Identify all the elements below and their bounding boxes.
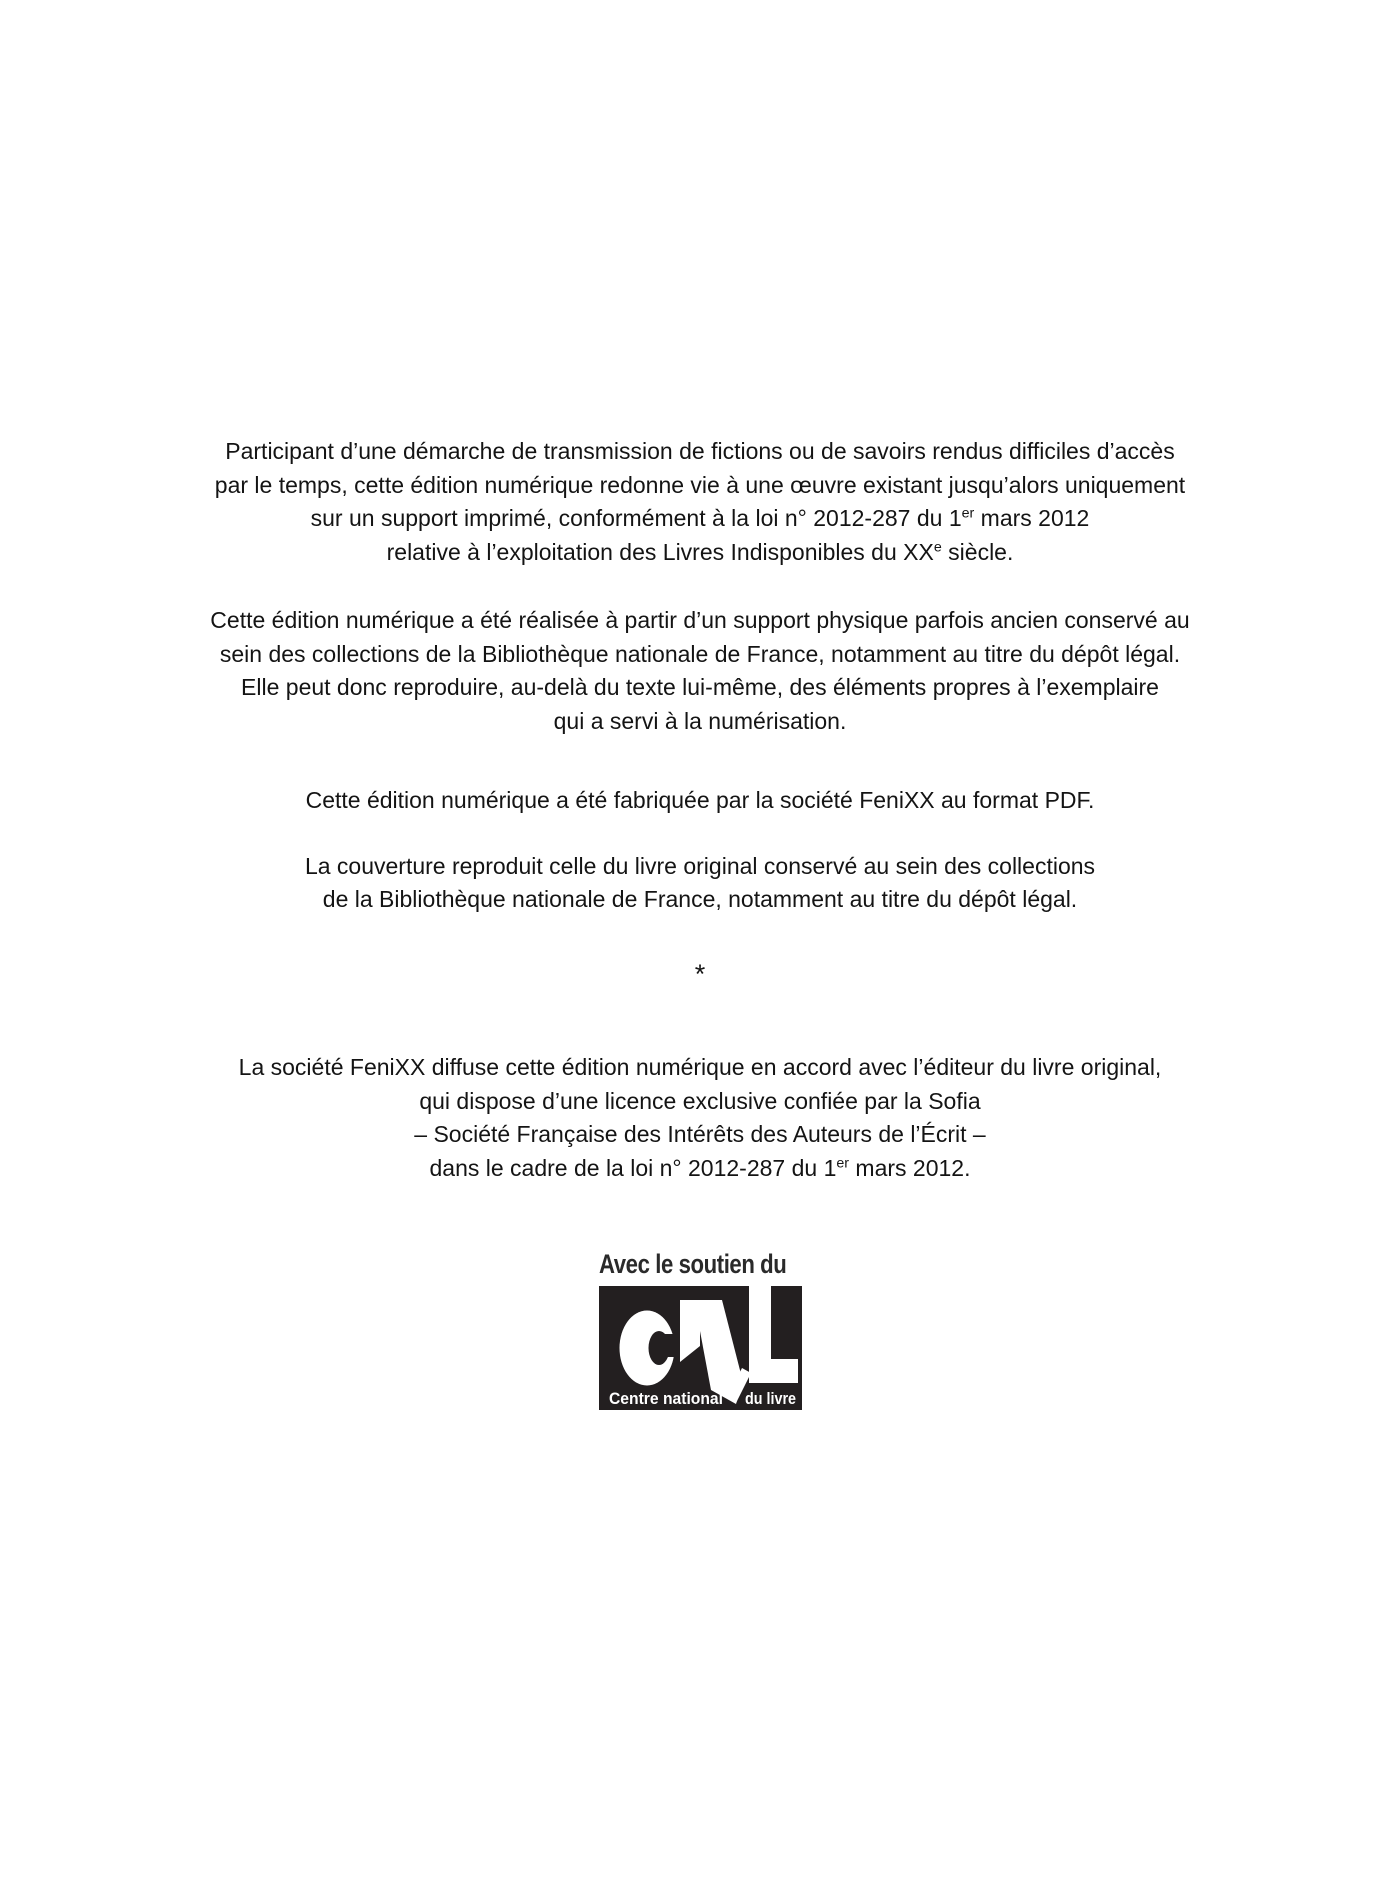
colophon-line: – Société Française des Intérêts des Auteurs de l’Écrit –	[414, 1121, 986, 1147]
colophon-paragraph	[0, 604, 1400, 738]
colophon-line: Cette édition numérique a été réalisée à partir d’un support physique parfois ancien conservé au	[210, 607, 1190, 633]
cnl-left-text: Centre national	[608, 1389, 723, 1408]
colophon-paragraph	[0, 435, 1400, 569]
support-block	[0, 1248, 1400, 1410]
colophon-line: qui dispose d’une licence exclusive confiée par la Sofia	[419, 1087, 981, 1114]
colophon-line: La société FeniXX diffuse cette édition numérique en accord avec l’éditeur du livre original,	[238, 1054, 1162, 1080]
colophon-line: relative à l’exploitation des Livres Indisponibles du XXe siècle.	[386, 538, 1014, 565]
cnl-right-text: du livre	[744, 1389, 796, 1408]
colophon-line: Participant d’une démarche de transmission de fictions ou de savoirs rendus difficiles d’accès	[225, 438, 1175, 464]
colophon-paragraphs	[0, 435, 1400, 1185]
colophon-paragraph	[0, 1051, 1400, 1185]
colophon-line: par le temps, cette édition numérique redonne vie à une œuvre existant jusqu’alors uniquement	[214, 471, 1186, 498]
colophon-line: dans le cadre de la loi n° 2012-287 du 1er mars 2012.	[429, 1154, 971, 1181]
colophon-line: Cette édition numérique a été fabriquée par la société FeniXX au format PDF.	[305, 787, 1095, 813]
support-caption: Avec le soutien du	[598, 1249, 786, 1279]
colophon-line: sein des collections de la Bibliothèque nationale de France, notamment au titre du dépôt légal.	[219, 640, 1181, 667]
colophon-line: qui a servi à la numérisation.	[553, 707, 847, 734]
separator-asterisk: *	[694, 958, 706, 989]
colophon-line: sur un support imprimé, conformément à la loi n° 2012-287 du 1er mars 2012	[310, 505, 1090, 531]
colophon-paragraph	[0, 850, 1400, 917]
colophon-line: de la Bibliothèque nationale de France, notamment au titre du dépôt légal.	[322, 886, 1078, 912]
colophon-line: Elle peut donc reproduire, au-delà du texte lui-même, des éléments propres à l’exemplaire	[241, 674, 1159, 700]
colophon-line: La couverture reproduit celle du livre original conservé au sein des collections	[304, 852, 1096, 879]
cnl-logo	[599, 1286, 802, 1410]
colophon-paragraph	[0, 784, 1400, 818]
cnl-logo-block	[599, 1248, 802, 1410]
